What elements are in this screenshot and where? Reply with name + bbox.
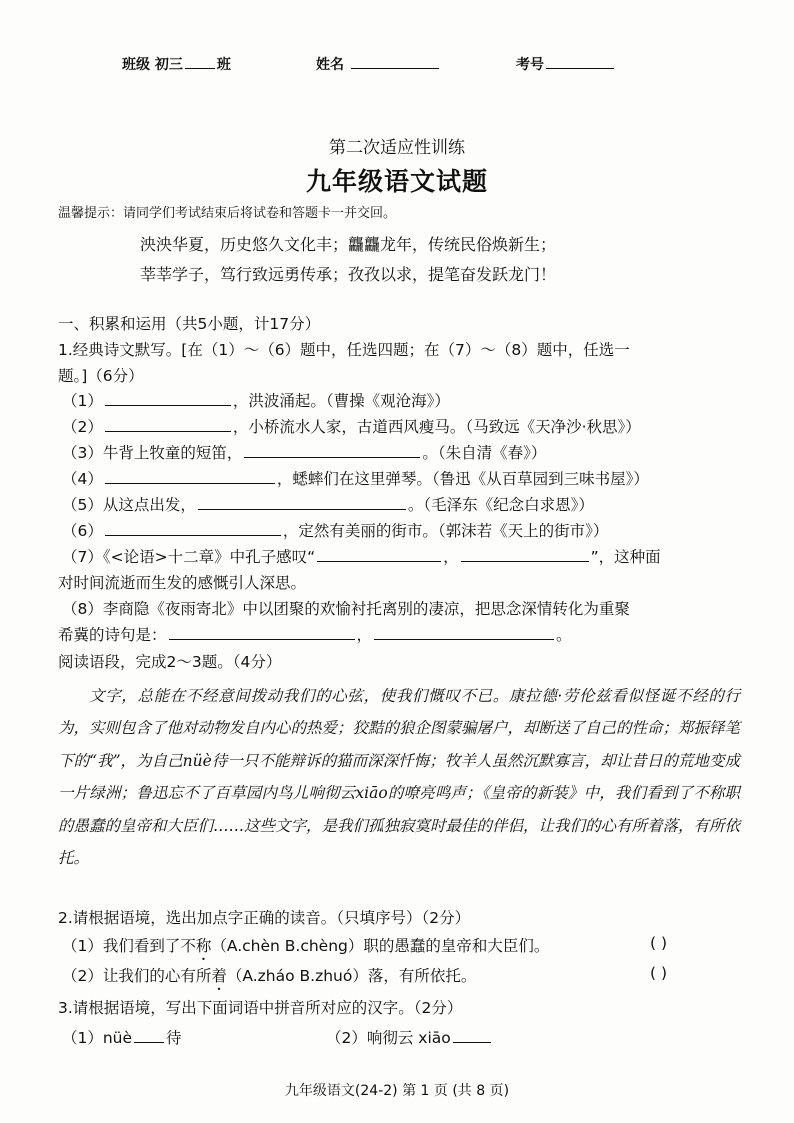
q1-item-5-blank[interactable]	[198, 508, 406, 510]
q2-item-2-text-b: （A.zháo B.zhuó）落，有所依托。	[226, 967, 477, 985]
q2-item-1-text-a: （1）我们看到了不	[62, 937, 196, 955]
q1-item-2-number: （2）	[62, 418, 103, 436]
q1-item-7-blank-2[interactable]	[461, 560, 589, 562]
q2-item-2	[62, 964, 476, 994]
q1-item-3-text-b: 。（朱自清《春》）	[422, 444, 547, 462]
section-heading: 一、积累和运用（共5小题，计17分）	[58, 315, 321, 333]
q3-item-1-blank[interactable]	[134, 1041, 164, 1043]
q1-item-5	[62, 493, 594, 515]
q1-item-1-text: ，洪波涌起。（曹操《观沧海》）	[232, 392, 450, 410]
q1-item-1-blank[interactable]	[105, 404, 231, 406]
q1-item-8-period: 。	[556, 626, 572, 644]
q1-item-1-number: （1）	[62, 392, 103, 410]
q1-item-6-blank[interactable]	[105, 534, 281, 536]
reading-passage	[58, 680, 740, 874]
q1-item-8-line-1: （8）李商隐《夜雨寄北》中以团聚的欢愉衬托离别的凄凉，把思念深情转化为重聚	[62, 600, 630, 618]
q3-item-2	[326, 1026, 493, 1048]
name-blank[interactable]	[351, 67, 439, 69]
poem-line-1: 泱泱华夏，历史悠久文化丰；龘龘龙年，传统民俗焕新生；	[140, 235, 557, 254]
q1-item-7-comma: ，	[443, 548, 459, 566]
q3-item-2-blank[interactable]	[453, 1041, 491, 1043]
class-field	[122, 54, 231, 74]
poem-line-2: 莘莘学子，笃行致远勇传承；孜孜以求，提笔奋发跃龙门！	[140, 265, 557, 284]
q1-item-5-text-b: 。（毛泽东《纪念白求恩》）	[407, 496, 594, 514]
q2-item-1-dotted-char: 称	[195, 937, 212, 955]
q1-prompt-line-1: 1.经典诗文默写。[在（1）～（6）题中，任选四题；在（7）～（8）题中，任选一	[58, 341, 630, 359]
warm-tip: 温馨提示：请同学们考试结束后将试卷和答题卡一并交回。	[58, 206, 397, 221]
name-field	[316, 54, 441, 74]
exam-no-label: 考号	[516, 57, 544, 73]
q1-item-5-text-a: （5）从这点出发，	[62, 496, 196, 514]
q1-item-8-comma: ，	[356, 626, 373, 644]
q3-heading: 3.请根据语境，写出下面词语中拼音所对应的汉字。（2分）	[58, 999, 463, 1017]
q2-item-1-text-b: （A.chèn B.chèng）职的愚蠢的皇帝和大臣们。	[211, 937, 550, 955]
q3-item-1	[62, 1026, 182, 1048]
q1-item-7-text-a: （7）《<论语>十二章》中孔子感叹“	[62, 548, 316, 566]
q2-item-1-answer-box[interactable]: ( )	[650, 934, 668, 952]
class-blank[interactable]	[185, 67, 215, 69]
q1-item-8-line-2	[58, 623, 572, 645]
exam-no-field	[516, 54, 616, 74]
exam-title: 九年级语文试题	[305, 167, 488, 196]
q2-heading: 2.请根据语境，选出加点字正确的读音。（只填序号）（2分）	[58, 909, 471, 927]
q1-item-1	[62, 389, 450, 411]
class-label: 班级 初三	[122, 57, 183, 73]
passage-text: 文字，总能在不经意间拨动我们的心弦，使我们慨叹不已。康拉德·劳伦兹看似怪诞不经的行为，实则包含了他对动物发自内心的热爱；狡黠的狼企图蒙骗屠户，却断送了自己的性命；郑振铎笔下的“我”，为自己nüè待一只不能辩诉的猫而深深忏悔；牧羊人虽然沉默寡言，却让昔日的荒地变成一片绿洲；鲁迅忘不了百草园内鸟儿响彻云xiāo的嘹亮鸣声；《皇帝的新装》中，我们看到了不称职的愚蠢的皇帝和大臣们……这些文字，是我们孤独寂寞时最佳的伴侣，让我们的心有所着落，有所依托。	[58, 687, 741, 868]
q2-item-2-answer-box[interactable]: ( )	[650, 964, 668, 982]
q1-item-7	[62, 545, 661, 567]
name-label: 姓名	[316, 57, 344, 73]
q2-item-2-text-a: （2）让我们的心有所	[62, 967, 212, 985]
exam-subtitle: 第二次适应性训练	[329, 138, 465, 158]
q1-item-6-number: （6）	[62, 522, 103, 540]
q1-item-4	[62, 467, 649, 489]
q1-item-7-line-2: 对时间流逝而生发的感慨引人深思。	[58, 574, 307, 592]
q3-item-1-char: 待	[166, 1029, 182, 1047]
q1-item-2-text: ，小桥流水人家，古道西风瘦马。（马致远《天净沙·秋思》）	[232, 418, 641, 436]
q1-item-7-text-b: ”，这种面	[590, 548, 661, 566]
q1-item-8-text-a: 希冀的诗句是：	[58, 626, 167, 644]
q1-item-3-blank[interactable]	[244, 456, 420, 458]
q2-item-1	[62, 934, 549, 964]
q1-item-3-text-a: （3）牛背上牧童的短笛，	[62, 444, 243, 462]
q1-item-8-blank-2[interactable]	[374, 638, 554, 640]
q1-item-4-blank[interactable]	[105, 482, 275, 484]
q3-item-1-pinyin: （1）nüè	[62, 1029, 133, 1047]
q1-item-3	[62, 441, 546, 463]
exam-no-blank[interactable]	[546, 67, 614, 69]
q1-item-7-blank-1[interactable]	[317, 560, 441, 562]
q1-item-6	[62, 519, 608, 541]
reading-intro: 阅读语段，完成2～3题。（4分）	[58, 653, 282, 671]
q1-item-4-number: （4）	[62, 470, 103, 488]
q1-item-6-text: ，定然有美丽的街市。（郭沫若《天上的街市》）	[282, 522, 609, 540]
q1-item-2	[62, 415, 641, 437]
q1-item-2-blank[interactable]	[105, 430, 231, 432]
q2-item-2-dotted-char: 着	[211, 967, 227, 985]
q1-item-4-text: ，蟋蟀们在这里弹琴。（鲁迅《从百草园到三味书屋》）	[276, 470, 649, 488]
q3-item-2-text: （2）响彻云 xiāo	[326, 1029, 451, 1047]
page-footer: 九年级语文(24-2) 第 1 页 (共 8 页)	[284, 1083, 510, 1099]
q1-prompt-line-2: 题。]（6分）	[58, 367, 144, 385]
class-suffix: 班	[216, 57, 231, 73]
q1-item-8-blank-1[interactable]	[169, 638, 355, 640]
